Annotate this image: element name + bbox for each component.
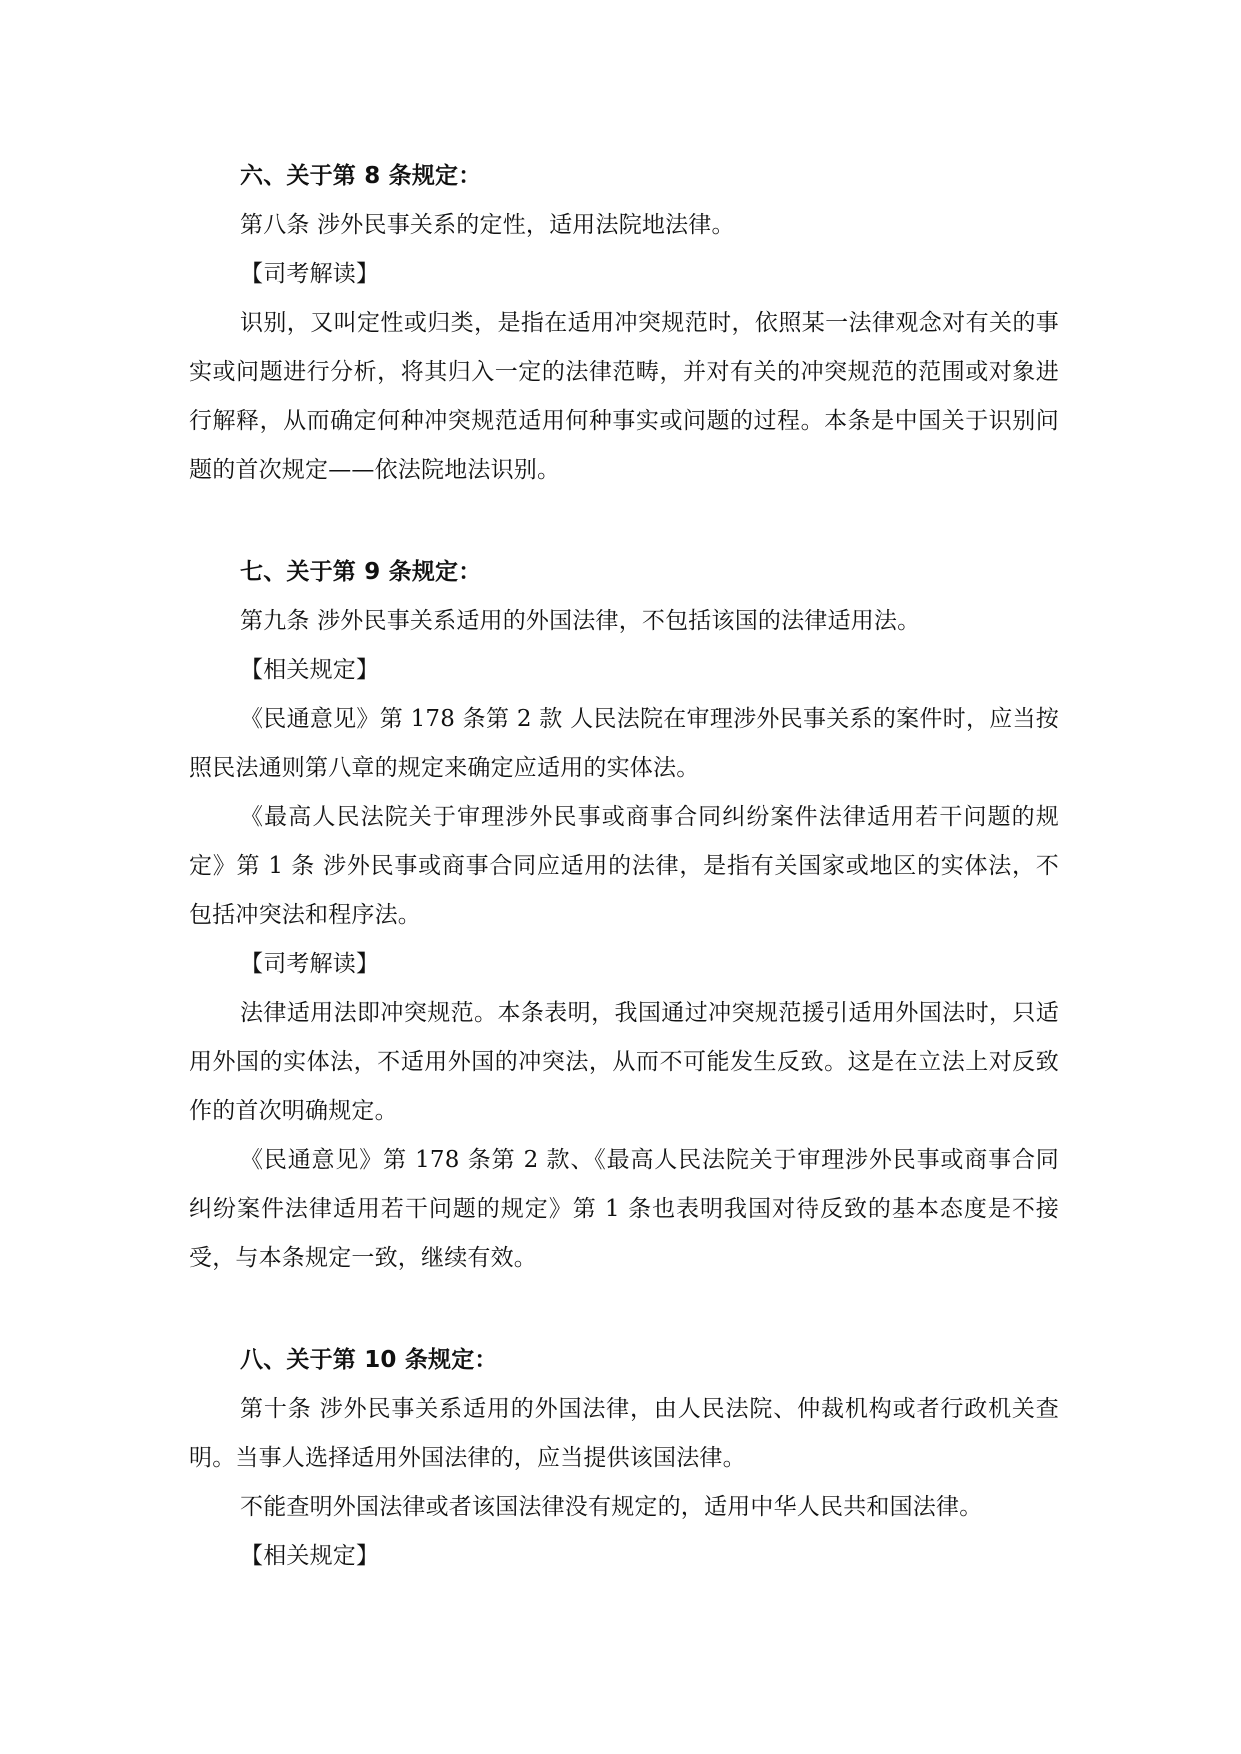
section-spacer [189, 1283, 1059, 1336]
article-9-text: 第九条 涉外民事关系适用的外国法律，不包括该国的法律适用法。 [240, 608, 921, 634]
exam-interpretation-label: 【司考解读】 [240, 261, 380, 287]
section-heading-art8: 六、关于第 8 条规定： [240, 163, 482, 189]
article-9-interpretation-1: 法律适用法即冲突规范。本条表明，我国通过冲突规范援引适用外国法时，只适用外国的实体法，不适用外国的冲突法，从而不可能发生反致。这是在立法上对反致作的首次明确规定。 [189, 1000, 1059, 1124]
article-10-text: 第十条 涉外民事关系适用的外国法律，由人民法院、仲裁机构或者行政机关查明。当事人选择适用外国法律的，应当提供该国法律。 [189, 1396, 1059, 1471]
related-provisions-label: 【相关规定】 [240, 1543, 380, 1569]
section-heading-art10: 八、关于第 10 条规定： [240, 1347, 498, 1373]
section-heading-art9: 七、关于第 9 条规定： [240, 559, 482, 585]
exam-interpretation-label: 【司考解读】 [240, 951, 380, 977]
related-provisions-label: 【相关规定】 [240, 657, 380, 683]
article-8-text: 第八条 涉外民事关系的定性，适用法院地法律。 [240, 212, 735, 238]
article-10-text-2: 不能查明外国法律或者该国法律没有规定的，适用中华人民共和国法律。 [240, 1494, 983, 1520]
document-body [189, 152, 1059, 1581]
related-provision-2: 《最高人民法院关于审理涉外民事或商事合同纠纷案件法律适用若干问题的规定》第 1 条 涉外民事或商事合同应适用的法律，是指有关国家或地区的实体法，不包括冲突法和程序法。 [189, 804, 1059, 928]
section-spacer [189, 495, 1059, 548]
article-9-interpretation-2: 《民通意见》第 178 条第 2 款、《最高人民法院关于审理涉外民事或商事合同纠纷案件法律适用若干问题的规定》第 1 条也表明我国对待反致的基本态度是不接受，与本条规定一致，继续有效。 [189, 1147, 1059, 1271]
article-8-interpretation: 识别，又叫定性或归类，是指在适用冲突规范时，依照某一法律观念对有关的事实或问题进行分析，将其归入一定的法律范畴，并对有关的冲突规范的范围或对象进行解释，从而确定何种冲突规范适用何种事实或问题的过程。本条是中国关于识别问题的首次规定——依法院地法识别。 [189, 310, 1059, 483]
related-provision-1: 《民通意见》第 178 条第 2 款 人民法院在审理涉外民事关系的案件时，应当按照民法通则第八章的规定来确定应适用的实体法。 [189, 706, 1059, 781]
